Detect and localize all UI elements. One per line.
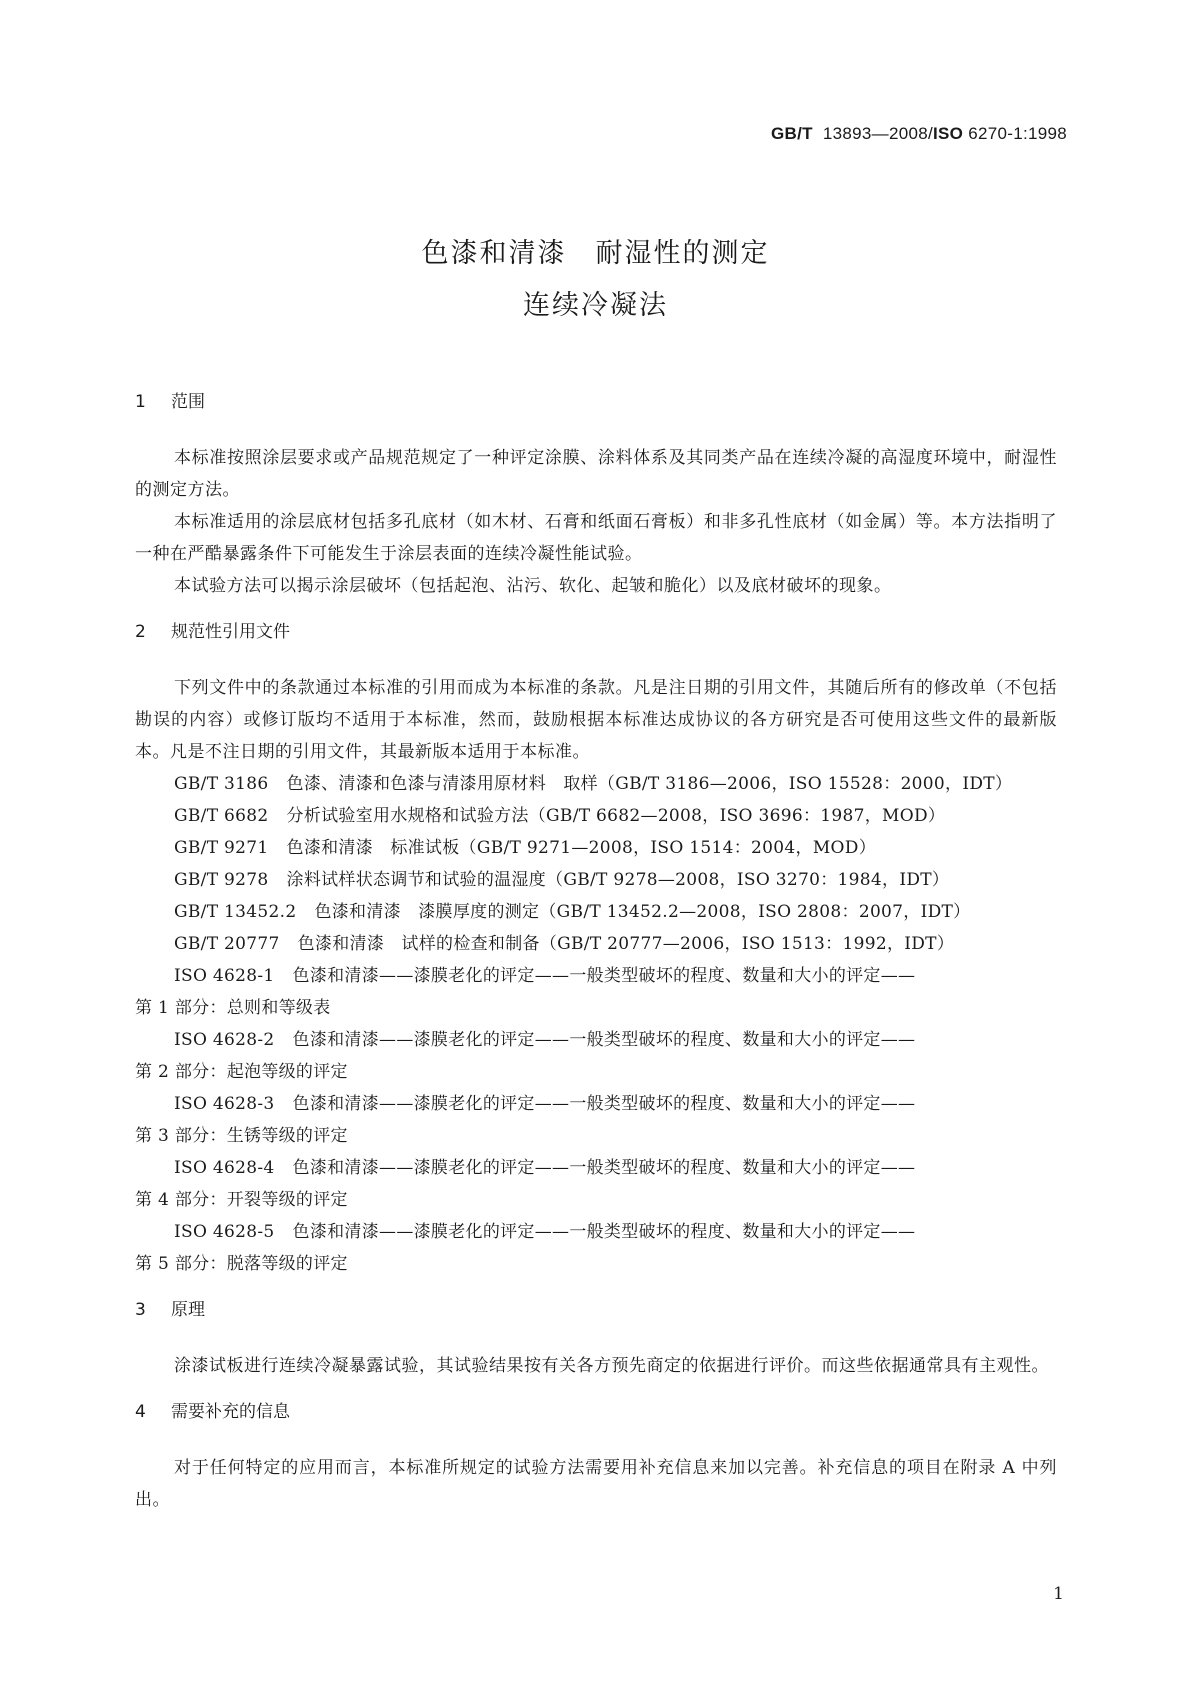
reference-item [135, 928, 1057, 960]
reference-item [135, 960, 1057, 992]
reference-item [135, 864, 1057, 896]
reference-title: 色漆和清漆 标准试板（GB/T 9271—2008，ISO 1514：2004，MOD） [286, 838, 876, 858]
reference-item [135, 800, 1057, 832]
document-title [0, 228, 1191, 332]
section-number: 3 [135, 1300, 146, 1320]
reference-code: GB/T 3186 [174, 774, 269, 794]
title-line-1: 色漆和清漆 耐湿性的测定 [421, 238, 770, 269]
reference-title: 色漆和清漆 试样的检查和制备（GB/T 20777—2006，ISO 1513：1992，IDT） [297, 934, 955, 954]
reference-title: 色漆、清漆和色漆与清漆用原材料 取样（GB/T 3186—2006，ISO 15528：2000，IDT） [286, 774, 1013, 794]
section-1-paragraph-2: 本标准适用的涂层底材包括多孔底材（如木材、石膏和纸面石膏板）和非多孔性底材（如金属）等。本方法指明了一种在严酷暴露条件下可能发生于涂层表面的连续冷凝性能试验。 [135, 512, 1057, 564]
reference-title: 分析试验室用水规格和试验方法（GB/T 6682—2008，ISO 3696：1987，MOD） [286, 806, 946, 826]
standard-code-prefix: GB/T [771, 124, 813, 143]
reference-code: GB/T 6682 [174, 806, 269, 826]
page-number: 1 [1053, 1584, 1064, 1604]
reference-code: GB/T 20777 [174, 934, 280, 954]
reference-code: ISO 4628-1 [174, 966, 275, 986]
reference-title: 涂料试样状态调节和试验的温湿度（GB/T 9278—2008，ISO 3270：1984，IDT） [286, 870, 950, 890]
reference-item [135, 1152, 1057, 1184]
reference-item [135, 832, 1057, 864]
reference-code: GB/T 13452.2 [174, 902, 297, 922]
section-3-heading [135, 1298, 1057, 1322]
reference-continuation: 第 2 部分：起泡等级的评定 [135, 1062, 348, 1082]
reference-item [135, 1216, 1057, 1248]
reference-continuation: 第 4 部分：开裂等级的评定 [135, 1190, 348, 1210]
section-2-heading [135, 620, 1057, 644]
reference-code: ISO 4628-4 [174, 1158, 275, 1178]
section-1-paragraph-3: 本试验方法可以揭示涂层破坏（包括起泡、沾污、软化、起皱和脆化）以及底材破坏的现象。 [174, 576, 892, 596]
reference-item [135, 896, 1057, 928]
reference-title: 色漆和清漆 漆膜厚度的测定（GB/T 13452.2—2008，ISO 2808：2007，IDT） [314, 902, 971, 922]
section-number: 1 [135, 392, 146, 412]
standard-code [771, 124, 1067, 144]
section-4-paragraph-1: 对于任何特定的应用而言，本标准所规定的试验方法需要用补充信息来加以完善。补充信息的项目在附录 A 中列出。 [135, 1458, 1057, 1510]
reference-code: ISO 4628-5 [174, 1222, 275, 1242]
reference-title: 色漆和清漆——漆膜老化的评定——一般类型破坏的程度、数量和大小的评定—— [292, 1222, 916, 1242]
reference-title: 色漆和清漆——漆膜老化的评定——一般类型破坏的程度、数量和大小的评定—— [292, 1094, 916, 1114]
standard-code-iso: 6270-1:1998 [968, 124, 1067, 143]
reference-continuation: 第 3 部分：生锈等级的评定 [135, 1126, 348, 1146]
reference-title: 色漆和清漆——漆膜老化的评定——一般类型破坏的程度、数量和大小的评定—— [292, 966, 916, 986]
title-line-2: 连续冷凝法 [523, 290, 668, 321]
reference-continuation: 第 1 部分：总则和等级表 [135, 998, 331, 1018]
section-title: 规范性引用文件 [171, 622, 290, 642]
reference-continuation: 第 5 部分：脱落等级的评定 [135, 1254, 348, 1274]
section-3-paragraph-1: 涂漆试板进行连续冷凝暴露试验，其试验结果按有关各方预先商定的依据进行评价。而这些依据通常具有主观性。 [174, 1356, 1049, 1376]
reference-item [135, 768, 1057, 800]
reference-title: 色漆和清漆——漆膜老化的评定——一般类型破坏的程度、数量和大小的评定—— [292, 1030, 916, 1050]
section-title: 范围 [171, 392, 205, 412]
standard-code-number: 13893—2008/ [822, 124, 933, 143]
section-1-paragraph-1: 本标准按照涂层要求或产品规范规定了一种评定涂膜、涂料体系及其同类产品在连续冷凝的高湿度环境中，耐湿性的测定方法。 [135, 448, 1057, 500]
reference-code: GB/T 9278 [174, 870, 269, 890]
reference-item [135, 1024, 1057, 1056]
section-4-heading [135, 1400, 1057, 1424]
section-number: 2 [135, 622, 146, 642]
section-2-intro: 下列文件中的条款通过本标准的引用而成为本标准的条款。凡是注日期的引用文件，其随后所有的修改单（不包括勘误的内容）或修订版均不适用于本标准，然而，鼓励根据本标准达成协议的各方研究是否可使用这些文件的最新版本。凡是不注日期的引用文件，其最新版本适用于本标准。 [135, 678, 1057, 762]
section-title: 需要补充的信息 [171, 1402, 290, 1422]
reference-item [135, 1088, 1057, 1120]
standard-code-iso-prefix: ISO [933, 124, 964, 143]
reference-title: 色漆和清漆——漆膜老化的评定——一般类型破坏的程度、数量和大小的评定—— [292, 1158, 916, 1178]
section-title: 原理 [171, 1300, 205, 1320]
document-body [135, 390, 1057, 1516]
reference-code: ISO 4628-3 [174, 1094, 275, 1114]
reference-code: ISO 4628-2 [174, 1030, 275, 1050]
section-1-heading [135, 390, 1057, 414]
reference-code: GB/T 9271 [174, 838, 269, 858]
section-number: 4 [135, 1402, 146, 1422]
normative-references-list [135, 768, 1057, 1280]
